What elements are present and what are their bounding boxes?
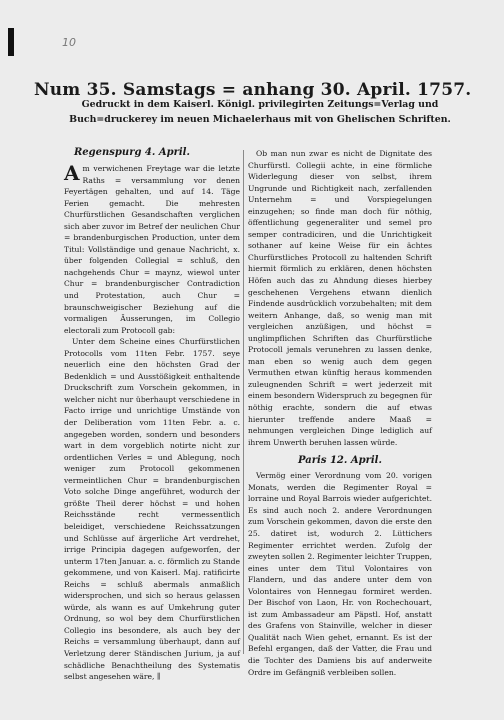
article-regensburg-para1: [64, 163, 240, 336]
masthead: Num 35. Samstags = anhang 30. April. 1757.: [34, 80, 472, 100]
article-regensburg-para2: Unter dem Scheine eines Churfürstlichen Protocolls vom 11ten Febr. 1757. seye neuerlich eine den höchsten Grad der Bedenklich = und Ausstößigkeit enthaltende Druckschrift zum Vorschein gekommen, in welcher nicht nur überhaupt verschiedene in Facto irrige und unrichtige Umstände von der Deliberation vom 11ten Febr. a. c. angegeben worden, sondern und besonders wart in dem vorgeblich notirte nicht zur ordentlichen Verles = und Ablegung, noch weniger zum Protocoll gekommenen vermeintlichen Chur = brandenburgischen Voto solche Dinge angeführet, wodurch der größte Theil derer höchst = und hohen Reichsstände recht vermessentlich beleidiget, verschiedene Reichssatzungen und Schlüsse auf ärgerliche Art verdrehet, irrige Principia dagegen aufgeworfen, der unterm 17ten Januar. a. c. förmlich zu Stande gekommene, und von Kaiserl. Maj. ratificirte Reichs = schluß abermals anmaßlich widersprochen, und sich so heraus gelassen würde, als wann es auf Umkehrung guter Ordnung, so wol bey dem Churfürstlichen Collegio ins besondere, als auch bey der Reichs = versammlung überhaupt, dann auf Verletzung derer Ständischen Jurium, ja auf schädliche Benachtheilung des Systematis selbst angesehen wäre, ∥: [64, 337, 240, 682]
article-regensburg-text1: m verwichenen Freytage war die letzte Raths = versammlung vor denen Feyertägen gehalten, und auf 14. Täge Ferien gemacht. Die mehresten Churfürstlichen Gesandschaften verglichen sich aber zuvor im Betref der neulichen Chur = brandenburgischen Production, unter dem Titul: Vollständige und genaue Nachricht, x. über folgenden Collegial = schluß, den nachgehends Chur = maynz, wiewol unter Chur = brandenburgischer Contradiction und Protestation, auch Chur = braunschweigischer Beziehung auf die vormaligen Äusserungen, im Collegio electorali zum Protocoll gab:: [64, 164, 240, 335]
page-number: 10: [62, 36, 76, 49]
dateline-regensburg: Regenspurg 4. April.: [74, 147, 190, 158]
column-divider: [243, 150, 244, 654]
imprint-line: Gedruckt in dem Kaiserl. Königl. privilegirten Zeitungs=Verlag und Buch=druckerey im neuen Michaelerhaus mit von Ghelischen Schriften.: [69, 99, 451, 125]
article-paris: Vermög einer Verordnung vom 20. vorigen Monats, werden die Regimenter Royal = lorraine und Royal Barrois wieder aufgerichtet. Es sind auch noch 2. andere Verordnungen zum Vorschein gekommen, davon die erste den 25. datiret ist, wodurch 2. Lüttichers Regimenter errichtet werden. Zufolg der zweyten sollen 2. Regimenter leichter Truppen, eines unter dem Titul Volontaires von Flandern, und das andere unter dem von Volontaires von Hennegau formiret werden. Der Bischof von Laon, Hr. von Rochechouart, ist zum Ambassadeur am Päpstl. Hof, anstatt des Grafens von Stainville, welcher in dieser Qualität nach Wien gehet, ernannt. Es ist der Befehl ergangen, daß der Vatter, die Frau und die Tochter des Damiens bis auf anderweite Ordre im Gefängniß verbleiben sollen.: [248, 471, 432, 677]
scan-edge-mark: [8, 28, 14, 56]
dateline-paris: Paris 12. April.: [298, 455, 382, 467]
right-column: [248, 148, 432, 678]
left-column: [64, 146, 240, 683]
drop-cap: A: [64, 161, 80, 185]
article-regensburg-continued: Ob man nun zwar es nicht de Dignitate des Churfürstl. Collegii achte, in eine förmliche Widerlegung dieser von selbst, ihrem Ungrunde und Richtigkeit nach, zerfallenden Unternehm = und Vorspiegelungen einzugehen; so finde man doch für nöthig, öffentlichung gegeneraliter und semel pro semper contradiciren, und die Unrichtigkeit sothaner auf keine Weise für ein ächtes Churfürstliches Protocoll zu haltenden Schrift hiermit förmlich zu erklären, denen höchsten Höfen auch das zu Ahndung dieses hierbey geschehenen Vergehens etwann dienlich Findende ausdrücklich vorzubehalten; mit dem weitern Anhange, daß, so wenig man mit vergleichen anzüßigen, und höchst = unglimpflichen Schriften das Churfürstliche Protocoll jemals verunehren zu lassen denke, man eben so wenig auch dem gegen Vermuthen etwan künftig heraus kommenden zuleugnenden Schrift = wert jederzeit mit einem besondern Widerspruch zu begegnen für nöthig erachte, sondern die auf etwas hierunter treffende andere Maaß = nehmungen vergleichen Dinge lediglich auf ihrem Unwerth beruhen lassen würde.: [248, 149, 432, 447]
